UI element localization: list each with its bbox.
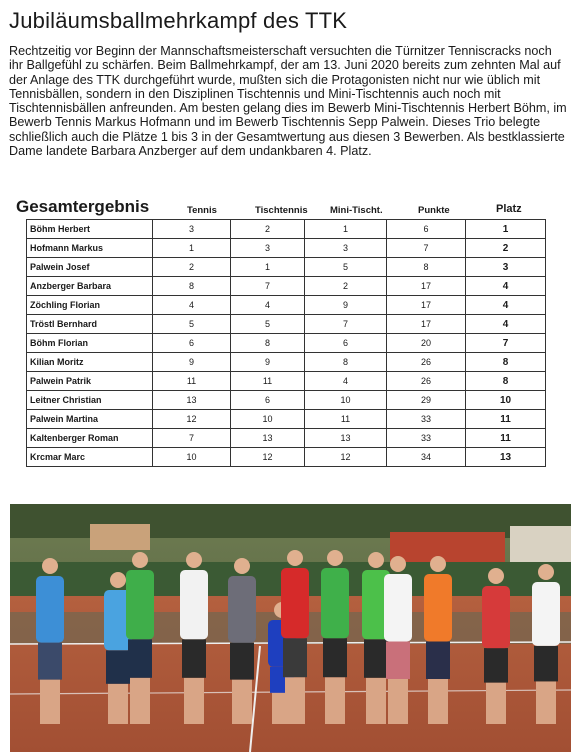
tennis-cell: 6 <box>153 334 231 353</box>
mini-tischtennis-cell: 3 <box>305 239 387 258</box>
player-name-cell: Hofmann Markus <box>27 239 153 258</box>
tennis-cell: 12 <box>153 410 231 429</box>
player-name-cell: Böhm Florian <box>27 334 153 353</box>
column-header-punkte: Punkte <box>418 205 450 216</box>
platz-cell: 4 <box>466 277 546 296</box>
person-figure <box>482 568 510 724</box>
results-heading: Gesamtergebnis <box>16 197 150 216</box>
player-name-cell: Palwein Martina <box>27 410 153 429</box>
tennis-cell: 3 <box>153 220 231 239</box>
player-name-cell: Anzberger Barbara <box>27 277 153 296</box>
player-name-cell: Tröstl Bernhard <box>27 315 153 334</box>
mini-tischtennis-cell: 12 <box>305 448 387 467</box>
column-header-tennis: Tennis <box>187 205 217 216</box>
group-photo <box>10 504 571 752</box>
platz-cell: 11 <box>466 410 546 429</box>
group-photo-image <box>10 504 571 752</box>
table-row <box>27 315 546 334</box>
table-row <box>27 353 546 372</box>
punkte-cell: 7 <box>387 239 466 258</box>
platz-cell: 11 <box>466 429 546 448</box>
mini-tischtennis-cell: 13 <box>305 429 387 448</box>
person-figure <box>126 552 154 724</box>
tennis-cell: 8 <box>153 277 231 296</box>
platz-cell: 1 <box>466 220 546 239</box>
tischtennis-cell: 12 <box>231 448 305 467</box>
player-name-cell: Palwein Patrik <box>27 372 153 391</box>
player-name-cell: Krcmar Marc <box>27 448 153 467</box>
mini-tischtennis-cell: 6 <box>305 334 387 353</box>
tennis-cell: 9 <box>153 353 231 372</box>
tischtennis-cell: 8 <box>231 334 305 353</box>
platz-cell: 10 <box>466 391 546 410</box>
column-header-platz: Platz <box>496 203 522 215</box>
punkte-cell: 33 <box>387 429 466 448</box>
tischtennis-cell: 6 <box>231 391 305 410</box>
person-figure <box>384 556 412 724</box>
table-row <box>27 334 546 353</box>
punkte-cell: 8 <box>387 258 466 277</box>
tischtennis-cell: 7 <box>231 277 305 296</box>
table-row <box>27 277 546 296</box>
column-header-tischtennis: Tischtennis <box>255 205 308 216</box>
punkte-cell: 34 <box>387 448 466 467</box>
table-row <box>27 372 546 391</box>
table-row <box>27 220 546 239</box>
table-row <box>27 391 546 410</box>
person-figure <box>532 564 560 724</box>
mini-tischtennis-cell: 8 <box>305 353 387 372</box>
tischtennis-cell: 13 <box>231 429 305 448</box>
table-row <box>27 258 546 277</box>
tischtennis-cell: 10 <box>231 410 305 429</box>
tischtennis-cell: 3 <box>231 239 305 258</box>
platz-cell: 4 <box>466 315 546 334</box>
mini-tischtennis-cell: 10 <box>305 391 387 410</box>
person-figure <box>281 550 309 724</box>
tischtennis-cell: 11 <box>231 372 305 391</box>
tennis-cell: 2 <box>153 258 231 277</box>
mini-tischtennis-cell: 2 <box>305 277 387 296</box>
mini-tischtennis-cell: 5 <box>305 258 387 277</box>
punkte-cell: 6 <box>387 220 466 239</box>
tennis-cell: 7 <box>153 429 231 448</box>
column-header-mini-tischtennis: Mini-Tischt. <box>330 205 383 216</box>
platz-cell: 7 <box>466 334 546 353</box>
tennis-cell: 1 <box>153 239 231 258</box>
person-figure <box>321 550 349 724</box>
punkte-cell: 17 <box>387 277 466 296</box>
platz-cell: 8 <box>466 372 546 391</box>
table-row <box>27 296 546 315</box>
results-table <box>26 219 546 467</box>
punkte-cell: 17 <box>387 315 466 334</box>
punkte-cell: 17 <box>387 296 466 315</box>
platz-cell: 13 <box>466 448 546 467</box>
mini-tischtennis-cell: 4 <box>305 372 387 391</box>
tennis-cell: 5 <box>153 315 231 334</box>
player-name-cell: Zöchling Florian <box>27 296 153 315</box>
tischtennis-cell: 9 <box>231 353 305 372</box>
player-name-cell: Böhm Herbert <box>27 220 153 239</box>
mini-tischtennis-cell: 9 <box>305 296 387 315</box>
tischtennis-cell: 5 <box>231 315 305 334</box>
platz-cell: 4 <box>466 296 546 315</box>
person-figure <box>228 558 256 724</box>
player-name-cell: Kilian Moritz <box>27 353 153 372</box>
player-name-cell: Leitner Christian <box>27 391 153 410</box>
results-table-body <box>27 220 546 467</box>
tischtennis-cell: 1 <box>231 258 305 277</box>
mini-tischtennis-cell: 1 <box>305 220 387 239</box>
tischtennis-cell: 4 <box>231 296 305 315</box>
table-row <box>27 239 546 258</box>
punkte-cell: 26 <box>387 372 466 391</box>
punkte-cell: 33 <box>387 410 466 429</box>
platz-cell: 8 <box>466 353 546 372</box>
person-figure <box>424 556 452 724</box>
page-title: Jubiläumsballmehrkampf des TTK <box>9 8 348 33</box>
mini-tischtennis-cell: 7 <box>305 315 387 334</box>
table-row <box>27 429 546 448</box>
tennis-cell: 13 <box>153 391 231 410</box>
table-row <box>27 410 546 429</box>
person-figure <box>36 558 64 724</box>
tennis-cell: 11 <box>153 372 231 391</box>
platz-cell: 3 <box>466 258 546 277</box>
player-name-cell: Palwein Josef <box>27 258 153 277</box>
intro-paragraph: Rechtzeitig vor Beginn der Mannschaftsmeisterschaft versuchten die Türnitzer Tenniscracks noch ihr Ballgefühl zu schärfen. Beim Ballmehrkampf, der am 13. Juni 2020 bereits zum zehnten Mal auf der Anlage des TTK durchgeführt wurde, mußten sich die Protagonisten nicht nur wie üblich mit Tennisbällen, sondern in den Disziplinen Tischtennis und Mini-Tischtennis auch noch mit Tischtennisbällen anfreunden. Am besten gelang dies im Bewerb Mini-Tischtennis Herbert Böhm, im Bewerb Tennis Markus Hofmann und im Bewerb Tischtennis Sepp Palwein. Dieses Trio belegte schließlich auch die Plätze 1 bis 3 in der Gesamtwertung aus diesen 3 Bewerben. Als bestklassierte Dame landete Barbara Anzberger auf dem undankbaren 4. Platz. <box>9 44 567 159</box>
mini-tischtennis-cell: 11 <box>305 410 387 429</box>
punkte-cell: 26 <box>387 353 466 372</box>
tennis-cell: 4 <box>153 296 231 315</box>
punkte-cell: 20 <box>387 334 466 353</box>
punkte-cell: 29 <box>387 391 466 410</box>
platz-cell: 2 <box>466 239 546 258</box>
table-row <box>27 448 546 467</box>
person-figure <box>180 552 208 724</box>
tennis-cell: 10 <box>153 448 231 467</box>
tischtennis-cell: 2 <box>231 220 305 239</box>
player-name-cell: Kaltenberger Roman <box>27 429 153 448</box>
